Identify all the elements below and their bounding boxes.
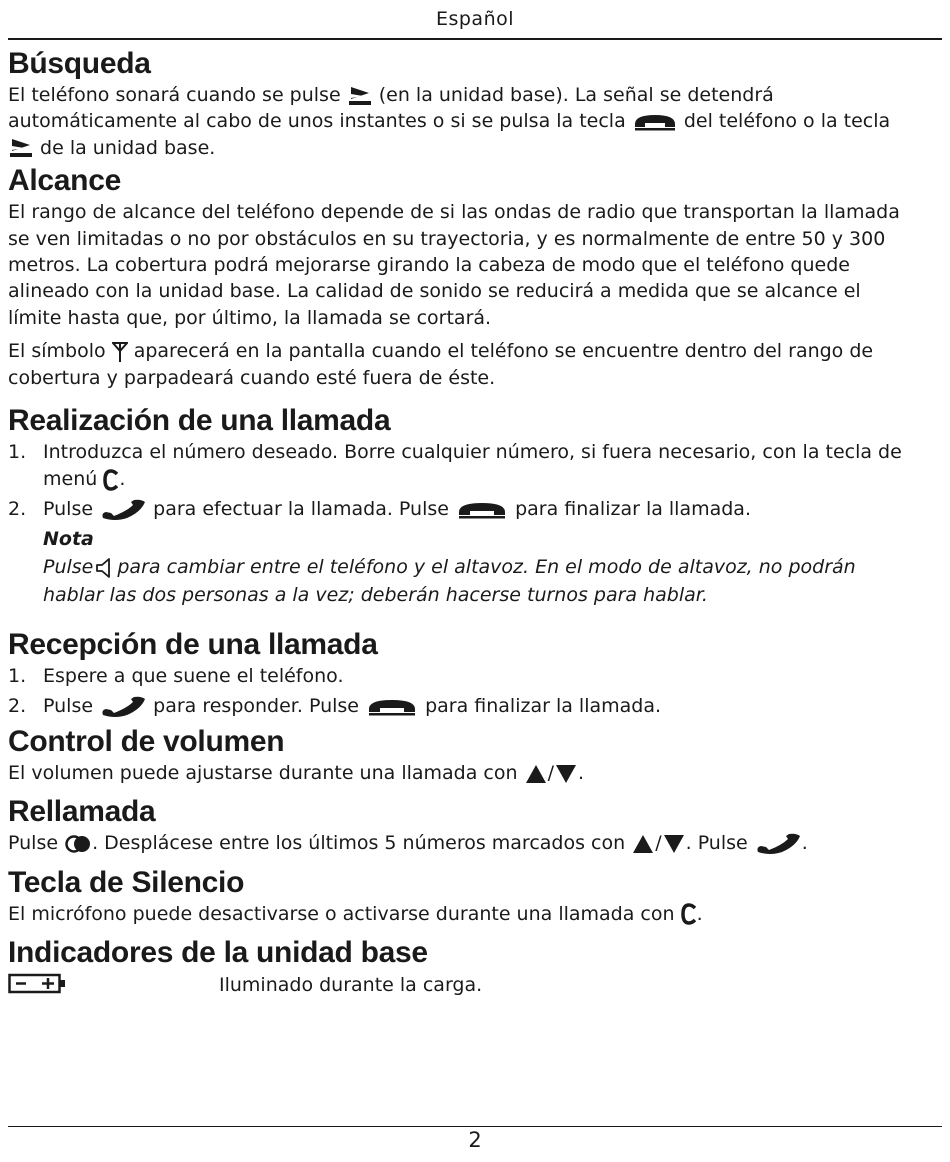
up-arrow-icon bbox=[524, 763, 548, 785]
battery-indicator-row bbox=[8, 971, 938, 999]
rellamada-slash: / bbox=[655, 832, 662, 855]
volumen-end: . bbox=[577, 762, 585, 785]
step-text: menú bbox=[43, 468, 98, 491]
alcance-line: metros. La cobertura podrá mejorarse girando la cabeza de modo que el teléfono quede bbox=[8, 254, 850, 277]
step-number: 1. bbox=[8, 665, 27, 688]
note-block bbox=[8, 525, 938, 609]
list-item bbox=[8, 496, 938, 523]
end-call-icon bbox=[455, 500, 509, 520]
section-title-alcance: Alcance bbox=[8, 164, 121, 198]
busqueda-text-2: (en la unidad base). La señal se detendrá bbox=[378, 84, 774, 106]
section-silencio bbox=[8, 865, 938, 927]
footer-rule bbox=[8, 1126, 942, 1127]
busqueda-text-4: del teléfono o la tecla bbox=[683, 110, 891, 133]
down-arrow-icon bbox=[662, 833, 686, 855]
step-text: Introduzca el número deseado. Borre cualquier número, si fuera necesario, con la tecla de bbox=[43, 441, 902, 464]
section-title-indicadores: Indicadores de la unidad base bbox=[8, 936, 428, 970]
speaker-icon bbox=[93, 557, 117, 579]
page-number: 2 bbox=[468, 1128, 482, 1152]
rellamada-end: . bbox=[801, 832, 808, 855]
recepcion-steps bbox=[8, 663, 938, 720]
section-volumen bbox=[8, 724, 938, 786]
section-busqueda bbox=[8, 46, 938, 161]
list-item bbox=[8, 693, 938, 720]
antenna-icon bbox=[112, 341, 128, 363]
busqueda-text-5: de la unidad base. bbox=[40, 136, 216, 159]
alcance-symbol-pre: El símbolo bbox=[8, 340, 106, 363]
end-call-icon bbox=[365, 697, 419, 717]
page-header-language: Español bbox=[435, 8, 515, 30]
paging-key-icon bbox=[8, 137, 34, 159]
step-text: Pulse bbox=[43, 695, 94, 718]
header-rule bbox=[8, 38, 942, 40]
note-text bbox=[43, 553, 938, 609]
redial-key-icon bbox=[64, 833, 92, 855]
silencio-end: . bbox=[696, 902, 703, 925]
section-rellamada bbox=[8, 794, 938, 856]
alcance-paragraph bbox=[8, 199, 938, 331]
step-number: 1. bbox=[8, 441, 27, 464]
step-number: 2. bbox=[8, 695, 27, 718]
section-recepcion bbox=[8, 627, 938, 720]
battery-icon bbox=[8, 973, 66, 995]
page-content bbox=[8, 46, 938, 999]
busqueda-text-1: El teléfono sonará cuando se pulse bbox=[8, 84, 341, 106]
talk-key-icon bbox=[99, 696, 147, 718]
menu-c-key-icon bbox=[103, 469, 119, 491]
step-number: 2. bbox=[8, 498, 27, 521]
step-text: Espere a que suene el teléfono. bbox=[43, 665, 344, 688]
section-title-volumen: Control de volumen bbox=[8, 725, 285, 759]
silencio-paragraph bbox=[8, 901, 938, 927]
up-arrow-icon bbox=[631, 833, 655, 855]
busqueda-text-3: automáticamente al cabo de unos instantes o si se pulsa la tecla bbox=[8, 110, 626, 133]
section-title-busqueda: Búsqueda bbox=[8, 47, 151, 80]
alcance-symbol-post: aparecerá en la pantalla cuando el teléfono se encuentre dentro del rango de bbox=[133, 340, 874, 363]
section-title-silencio: Tecla de Silencio bbox=[8, 865, 245, 899]
alcance-line: alineado con la unidad base. La calidad de sonido se reducirá a medida que se alcance el bbox=[8, 280, 861, 303]
alcance-line: El rango de alcance del teléfono depende de si las ondas de radio que transportan la llamada bbox=[8, 201, 900, 224]
list-item bbox=[8, 439, 938, 493]
step-text: para finalizar la llamada. bbox=[425, 695, 662, 718]
rellamada-paragraph bbox=[8, 830, 938, 856]
section-title-rellamada: Rellamada bbox=[8, 795, 156, 829]
paging-key-icon bbox=[347, 85, 373, 107]
section-title-recepcion: Recepción de una llamada bbox=[8, 628, 378, 662]
volumen-text: El volumen puede ajustarse durante una llamada con bbox=[8, 762, 518, 785]
realizacion-steps bbox=[8, 439, 938, 523]
rellamada-text-b: . Desplácese entre los últimos 5 números marcados con bbox=[92, 832, 626, 855]
section-title-realizacion: Realización de una llamada bbox=[8, 404, 391, 438]
busqueda-paragraph bbox=[8, 82, 938, 161]
section-alcance bbox=[8, 163, 938, 391]
step-text: . bbox=[119, 468, 126, 491]
volumen-paragraph bbox=[8, 760, 938, 786]
note-title: Nota bbox=[43, 528, 94, 551]
rellamada-text-c: . Pulse bbox=[685, 832, 748, 855]
battery-indicator-text: Iluminado durante la carga. bbox=[219, 974, 483, 997]
step-text: para efectuar la llamada. Pulse bbox=[153, 498, 449, 521]
note-text-a: Pulse bbox=[43, 556, 94, 579]
list-item bbox=[8, 663, 938, 690]
talk-key-icon bbox=[754, 833, 802, 855]
talk-key-icon bbox=[99, 499, 147, 521]
down-arrow-icon bbox=[554, 763, 578, 785]
section-realizacion bbox=[8, 403, 938, 609]
section-indicadores bbox=[8, 935, 938, 999]
volumen-slash: / bbox=[547, 762, 554, 785]
step-text: para responder. Pulse bbox=[153, 695, 359, 718]
silencio-text: El micrófono puede desactivarse o activarse durante una llamada con bbox=[8, 902, 675, 925]
menu-c-key-icon bbox=[681, 903, 697, 925]
alcance-line: se ven limitadas o no por obstáculos en su trayectoria, y es normalmente de entre 50 y 300 bbox=[8, 227, 886, 250]
step-text: para finalizar la llamada. bbox=[515, 498, 751, 521]
rellamada-text-a: Pulse bbox=[8, 832, 59, 855]
step-text: Pulse bbox=[43, 498, 94, 521]
end-call-icon bbox=[632, 112, 678, 132]
note-text-c: hablar las dos personas a la vez; deberán hacerse turnos para hablar. bbox=[43, 584, 708, 607]
note-text-b: para cambiar entre el teléfono y el altavoz. En el modo de altavoz, no podrán bbox=[117, 556, 856, 579]
alcance-symbol-paragraph bbox=[8, 338, 938, 391]
alcance-symbol-line2: cobertura y parpadeará cuando esté fuera de éste. bbox=[8, 366, 496, 389]
alcance-line: límite hasta que, por último, la llamada se cortará. bbox=[8, 306, 492, 329]
